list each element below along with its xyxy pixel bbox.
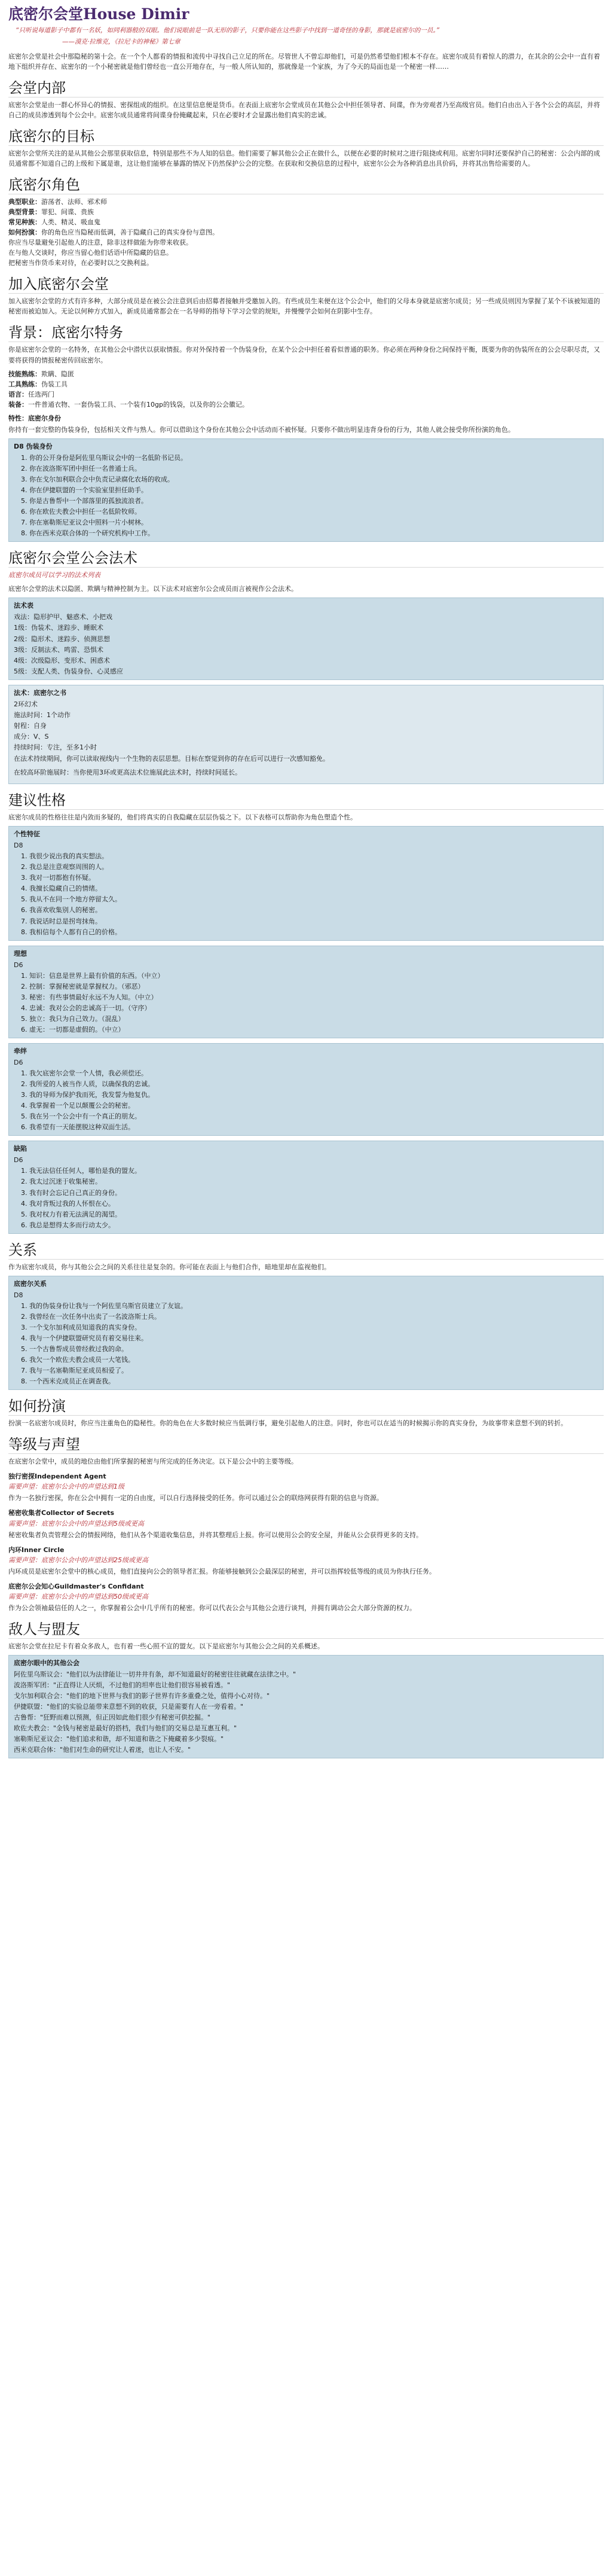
rank-requirement: 需要声望：底密尔公会中的声望达到1级	[8, 1483, 124, 1491]
table-row: 6. 我希望有一天能摆脱这种双面生活。	[29, 1122, 598, 1132]
table-row: 2. 我所爱的人被当作人质，以确保我的忠诚。	[29, 1079, 598, 1089]
magic-body: 底密尔会堂的法术以隐匿、欺瞒与精神控制为主。以下法术对底密尔公会成员而言被视作公会法术。	[8, 585, 298, 593]
rank-requirement: 需要声望：底密尔公会中的声望达到50级或更高	[8, 1592, 148, 1601]
enemies-body: 底密尔会堂在拉尼卡有着众多敌人，也有着一些心照不宣的盟友。以下是底密尔与其他公会之间的关系概述。	[8, 1642, 324, 1650]
section-heading-inside: 会堂内部	[8, 79, 604, 97]
guild-views-box	[8, 1655, 604, 1758]
table-row: 3. 我对一切都抱有怀疑。	[29, 873, 598, 883]
rank-entry	[8, 1471, 604, 1503]
table-list	[14, 453, 598, 538]
relations-title: 底密尔关系	[14, 1279, 47, 1288]
spell-level-row: 1级：伪装术、迷踪步、睡眠术	[14, 624, 103, 632]
guild-view-row: 塞勒斯尼亚议会："他们追求和谐，却不知道和谐之下掩藏着多少裂痕。"	[14, 1735, 224, 1743]
table-row: 1. 我很少说出我的真实想法。	[29, 851, 598, 861]
spell-title: 法术：底密尔之书	[14, 688, 66, 697]
table-row: 6. 虚无：一切都是虚假的。（中立）	[29, 1025, 598, 1035]
guild-views-title: 底密尔眼中的其他公会	[14, 1659, 79, 1667]
table-row: 4. 我掌握着一个足以颠覆公会的秘密。	[29, 1100, 598, 1111]
section-heading-join: 加入底密尔会堂	[8, 275, 604, 294]
relations-list	[14, 1301, 598, 1386]
table-row: 5. 我从不在同一个地方停留太久。	[29, 894, 598, 904]
rank-title: 独行密探Independent Agent	[8, 1473, 106, 1481]
guild-view-row: 西米克联合体："他们对生命的研究让人着迷，也让人不安。"	[14, 1746, 191, 1754]
inside-body: 底密尔会堂是由一群心怀异心的情报、密探组成的组织。在这里信息便是货币。在表面上底密尔会堂成员在其他公会中担任领导者、间谍，作为旁观者乃至高级官员。他们自由出入于各个公会的高层，并将自己的成员渗透到每个公会中。底密尔成员通常将间谍身份掩藏起来，只在必要时才会显露出他们真实的忠诚。	[8, 100, 600, 119]
table-row: 3. 一个戈尔加利成员知道我的真实身份。	[29, 1322, 598, 1333]
table-row: 8. 我相信每个人都有自己的价格。	[29, 927, 598, 937]
feature-body: 你持有一套完整的伪装身份，包括相关文件与熟人。你可以借助这个身份在其他公会中活动而不被怀疑。只要你不做出明显违背身份的行为，其他人就会接受你所扮演的角色。	[8, 425, 515, 434]
ideals-title: 理想	[14, 949, 27, 958]
table-row: 2. 我总是注意观察周围的人。	[29, 862, 598, 872]
table-row: 5. 一个古鲁帮成员曾经救过我的命。	[29, 1344, 598, 1354]
bonds-title: 牵绊	[14, 1047, 27, 1055]
flaws-die: D6	[14, 1156, 23, 1164]
table-row: 2. 你在波洛斯军团中担任一名普通士兵。	[29, 464, 598, 474]
table-row: 5. 我在另一个公会中有一个真正的朋友。	[29, 1111, 598, 1121]
roles-list	[8, 197, 604, 268]
table-row: 4. 忠诚：我对公会的忠诚高于一切。（守序）	[29, 1003, 598, 1013]
table-row: 5. 你是古鲁帮中一个部落里的孤独流浪者。	[29, 496, 598, 506]
ideals-die: D6	[14, 961, 23, 969]
spell-level-row: 5级：支配人类、伪装身份、心灵感应	[14, 667, 123, 675]
cover-identity-table	[8, 438, 604, 542]
section-heading-roles: 底密尔角色	[8, 176, 604, 194]
role-row: 典型职业：游荡者、法师、邪术师	[8, 198, 107, 206]
spell-list-title: 法术表	[14, 602, 33, 610]
rank-body: 内环成员是底密尔会堂中的核心成员，他们直接向公会的领导者汇报。你能够接触到公会最深层的秘密，并可以指挥较低等级的成员为你执行任务。	[8, 1567, 436, 1575]
rank-entry	[8, 1581, 604, 1613]
section-heading-personality: 建议性格	[8, 791, 604, 810]
traits-table	[8, 826, 604, 940]
bonds-list	[14, 1068, 598, 1132]
spell-description-box	[8, 685, 604, 784]
table-row: 1. 我无法信任任何人，哪怕是我的盟友。	[29, 1166, 598, 1176]
rank-body: 作为一名独行密探，你在公会中拥有一定的自由度，可以自行选择接受的任务。你可以通过公会的联络网获得有限的信息与资源。	[8, 1494, 383, 1502]
epigraph: “只听说每道影子中都有一名妖，如同利器般的双眼。他们说眼前是一队无形的影子，只要你能在这些影子中找到一道奇怪的身影，那就是底密尔的一员。”	[16, 27, 440, 35]
section-heading-rank: 等级与声望	[8, 1435, 604, 1454]
table-row: 5. 独立：我只为自己效力。（混乱）	[29, 1014, 598, 1024]
guild-view-row: 伊捷联盟："他们的实验总能带来意想不到的收获，只是需要有人在一旁看着。"	[14, 1703, 244, 1711]
rank-title: 秘密收集者Collector of Secrets	[8, 1509, 114, 1517]
section-heading-background: 背景：底密尔特务	[8, 324, 604, 342]
guild-view-row: 阿佐里乌斯议会："他们以为法律能让一切井井有条，却不知道最好的秘密往往就藏在法律之中。"	[14, 1670, 296, 1678]
section-heading-play: 如何扮演	[8, 1397, 604, 1416]
guild-view-row: 古鲁帮："狂野而难以预测，但正因如此他们很少有秘密可供挖掘。"	[14, 1714, 211, 1722]
spell-level-row: 2级：隐形术、迷踪步、侦测思想	[14, 635, 110, 643]
bonds-die: D6	[14, 1059, 23, 1067]
role-row: 你应当尽量避免引起他人的注意，除非这样做能为你带来收获。	[8, 239, 192, 247]
bg-row: 装备：一件普通衣物、一套伪装工具、一个装有10gp的钱袋，以及你的公会徽记。	[8, 400, 249, 408]
feature-heading: 特性：底密尔身份	[8, 414, 61, 422]
flaws-list	[14, 1166, 598, 1230]
flaws-table	[8, 1141, 604, 1233]
spell-stat-row: 持续时间：专注，至多1小时	[14, 743, 97, 751]
rank-body: 作为公会领袖最信任的人之一，你掌握着公会中几乎所有的秘密。你可以代表公会与其他公会进行谈判，并拥有调动公会大部分资源的权力。	[8, 1603, 416, 1612]
spell-stat-row: 施法时间：1个动作	[14, 711, 71, 719]
relations-table	[8, 1276, 604, 1390]
spell-stat-row: 成分：V、S	[14, 732, 49, 740]
ideals-list	[14, 971, 598, 1035]
spell-body: 在法术持续期间，你可以读取视线内一个生物的表层思想。目标在察觉到你的存在后可以进行一次感知豁免。	[14, 754, 329, 763]
rank-entry	[8, 1508, 604, 1539]
relations-body: 作为底密尔成员，你与其他公会之间的关系往往是复杂的。你可能在表面上与他们合作，暗地里却在监视他们。	[8, 1263, 331, 1271]
role-row: 典型背景：罪犯、间谍、贵族	[8, 208, 94, 217]
bg-row: 语言：任选两门	[8, 390, 54, 398]
role-row: 在与他人交谈时，你应当留心他们话语中所隐藏的信息。	[8, 249, 173, 257]
flaws-title: 缺陷	[14, 1145, 27, 1153]
table-row: 1. 你的公开身份是阿佐里乌斯议会中的一名低阶书记员。	[29, 453, 598, 463]
rank-intro: 在底密尔会堂中，成员的地位由他们所掌握的秘密与所完成的任务决定。以下是公会中的主要等级。	[8, 1458, 298, 1466]
bg-row: 工具熟练：伪装工具	[8, 380, 68, 388]
table-row: 8. 一个西米克成员正在调查我。	[29, 1376, 598, 1386]
table-row: 3. 我有时会忘记自己真正的身份。	[29, 1188, 598, 1198]
magic-note: 底密尔成员可以学习的法术列表	[8, 571, 100, 580]
table-row: 6. 我喜欢收集别人的秘密。	[29, 905, 598, 915]
table-row: 4. 我与一个伊捷联盟研究员有着交易往来。	[29, 1333, 598, 1343]
table-row: 1. 我的伪装身份让我与一个阿佐里乌斯官员建立了友谊。	[29, 1301, 598, 1311]
guild-view-row: 戈尔加利联合会："他们的地下世界与我们的影子世界有许多重叠之处，值得小心对待。"	[14, 1692, 270, 1700]
rank-body: 秘密收集者负责管理公会的情报网络，他们从各个渠道收集信息，并将其整理后上报。你可以使用公会的安全屋，并能从公会获得更多的支持。	[8, 1531, 423, 1539]
join-body: 加入底密尔会堂的方式有许多种，大部分成员是在被公会注意到后由招募者接触并受邀加入的。有些成员生来便在这个公会中，他们的父母本身就是底密尔成员；另一些成员则因为掌握了某个不该被知道的秘密而被迫加入。无论以何种方式加入，新成员通常都会在一名导师的指导下学习会堂的规矩，并慢慢学会如何在阴影中生存。	[8, 297, 600, 316]
epigraph-source: ——漠克·拉维克，《拉尼卡的神秘》第七章	[62, 38, 180, 45]
table-row: 6. 你在欧佐夫教会中担任一名低阶牧师。	[29, 507, 598, 517]
intro-paragraph: 底密尔会堂是社会中那隐秘的第十会。在一个个人都看的情报和流传中寻找自己立足的所在。尽管世人不曾忘却他们，可是仍然希望他们根本不存在。底密尔成员有着惊人的潜力，在其余的公会中一直有着地下组织并存在、底密尔的一个小秘密就是他们曾经也一直公开地存在，与一般人所认知的，那就像是一个家族，为了今天的局面也是一个秘密一样……	[8, 52, 600, 71]
traits-title: 个性特征	[14, 830, 40, 839]
traits-die: D8	[14, 842, 23, 850]
spell-list-box	[8, 597, 604, 679]
traits-list	[14, 851, 598, 937]
section-heading-goals: 底密尔的目标	[8, 127, 604, 146]
role-row: 把秘密当作货币来对待，在必要时以之交换利益。	[8, 259, 153, 267]
role-row: 常见种族：人类、精灵、吸血鬼	[8, 218, 100, 227]
page-title: 底密尔会堂House Dimir	[8, 5, 189, 23]
rank-requirement: 需要声望：底密尔公会中的声望达到25级或更高	[8, 1556, 148, 1564]
spell-extra: 在较高环阶施展时：当你使用3环或更高法术位施展此法术时，持续时间延长。	[14, 769, 241, 777]
goals-body: 底密尔会堂所关注的是从其他公会那里获取信息，特别是那些不为人知的信息。他们需要了解其他公会正在做什么，以便在必要的时候对之进行阻挠或利用。底密尔同时还要保护自己的秘密：公会内部的成员通常都不知道自己的上级和下属是谁，这让他们能够在暴露的情况下仍然保护公会的完整。在获取和交换信息的过程中，底密尔公会为各种消息出具价码，并将其出售给需要的人。	[8, 149, 600, 168]
role-row: 如何扮演：你的角色应当隐秘而低调，善于隐藏自己的真实身份与意图。	[8, 228, 219, 237]
section-heading-relations: 关系	[8, 1241, 604, 1260]
section-heading-enemies: 敌人与盟友	[8, 1620, 604, 1639]
table-row: 4. 我对背叛过我的人怀恨在心。	[29, 1199, 598, 1209]
section-heading-magic: 底密尔会堂公会法术	[8, 549, 604, 568]
spell-level-row: 4级：次级隐形、变形术、困惑术	[14, 656, 110, 664]
play-body: 扮演一名底密尔成员时，你应当注重角色的隐秘性。你的角色在大多数时候应当低调行事，避免引起他人的注意。同时，你也可以在适当的时候揭示你的真实身份，为故事带来意想不到的转折。	[8, 1419, 567, 1428]
table-row: 7. 我与一名塞勒斯尼亚成员相爱了。	[29, 1365, 598, 1376]
table-row: 3. 我的导师为保护我而死，我发誓为他复仇。	[29, 1090, 598, 1100]
table-row: 6. 我总是想得太多而行动太少。	[29, 1220, 598, 1230]
rank-entry	[8, 1545, 604, 1577]
table-row: 4. 你在伊捷联盟的一个实验室里担任助手。	[29, 485, 598, 495]
background-body: 你是底密尔会堂的一名特务，在其他公会中潜伏以获取情报。你对外保持着一个伪装身份，在某个公会中担任着看似普通的职务。你必须在两种身份之间保持平衡，既要为你的伪装所在的公会尽职尽责，又要将获得的情报秘密传回底密尔。	[8, 346, 600, 364]
personality-intro: 底密尔成员的性格往往是内敛而多疑的，他们将真实的自我隐藏在层层伪装之下。以下表格可以帮助你为角色塑造个性。	[8, 813, 357, 822]
ideals-table	[8, 946, 604, 1038]
table-row: 2. 控制：掌握秘密就是掌握权力。（邪恶）	[29, 981, 598, 992]
rank-title: 内环Inner Circle	[8, 1545, 65, 1554]
table-row: 2. 我曾经在一次任务中出卖了一名波洛斯士兵。	[29, 1312, 598, 1322]
rank-title: 底密尔公会知心Guildmaster's Confidant	[8, 1582, 144, 1590]
rank-requirement: 需要声望：底密尔公会中的声望达到5级或更高	[8, 1519, 144, 1528]
table-row: 5. 我对权力有着无法满足的渴望。	[29, 1209, 598, 1220]
spell-level-row: 戏法：隐形护甲、魅惑术、小把戏	[14, 613, 112, 621]
spell-stat-row: 射程：自身	[14, 721, 47, 730]
table-row: 4. 我擅长隐藏自己的情绪。	[29, 883, 598, 894]
spell-level-row: 3级：反制法术、鸣雷、恐惧术	[14, 645, 103, 654]
table-row: 3. 你在戈尔加利联合会中负责记录腐化农场的收成。	[29, 474, 598, 484]
table-row: 3. 秘密：有些事情最好永远不为人知。（中立）	[29, 992, 598, 1002]
table-row: 8. 你在西米克联合体的一个研究机构中工作。	[29, 528, 598, 538]
relations-die: D8	[14, 1291, 23, 1299]
table-row: 1. 我欠底密尔会堂一个人情，我必须偿还。	[29, 1068, 598, 1078]
table-row: 7. 我说话时总是拐弯抹角。	[29, 916, 598, 926]
guild-view-row: 波洛斯军团："正直得让人厌烦，不过他们的坦率也让他们很容易被看透。"	[14, 1681, 231, 1690]
bg-row: 技能熟练：欺瞒、隐匿	[8, 370, 74, 378]
table-row: 7. 你在塞勒斯尼亚议会中照料一片小树林。	[29, 517, 598, 528]
bonds-table	[8, 1043, 604, 1136]
table-row: 1. 知识：信息是世界上最有价值的东西。（中立）	[29, 971, 598, 981]
table-title: D8 伪装身份	[14, 442, 53, 450]
table-row: 2. 我太过沉迷于收集秘密。	[29, 1176, 598, 1187]
spell-stat-row: 2环幻术	[14, 700, 38, 708]
table-row: 6. 我欠一个欧佐夫教会成员一大笔钱。	[29, 1355, 598, 1365]
guild-view-row: 欧佐夫教会："金钱与秘密是最好的搭档，我们与他们的交易总是互惠互利。"	[14, 1724, 237, 1733]
